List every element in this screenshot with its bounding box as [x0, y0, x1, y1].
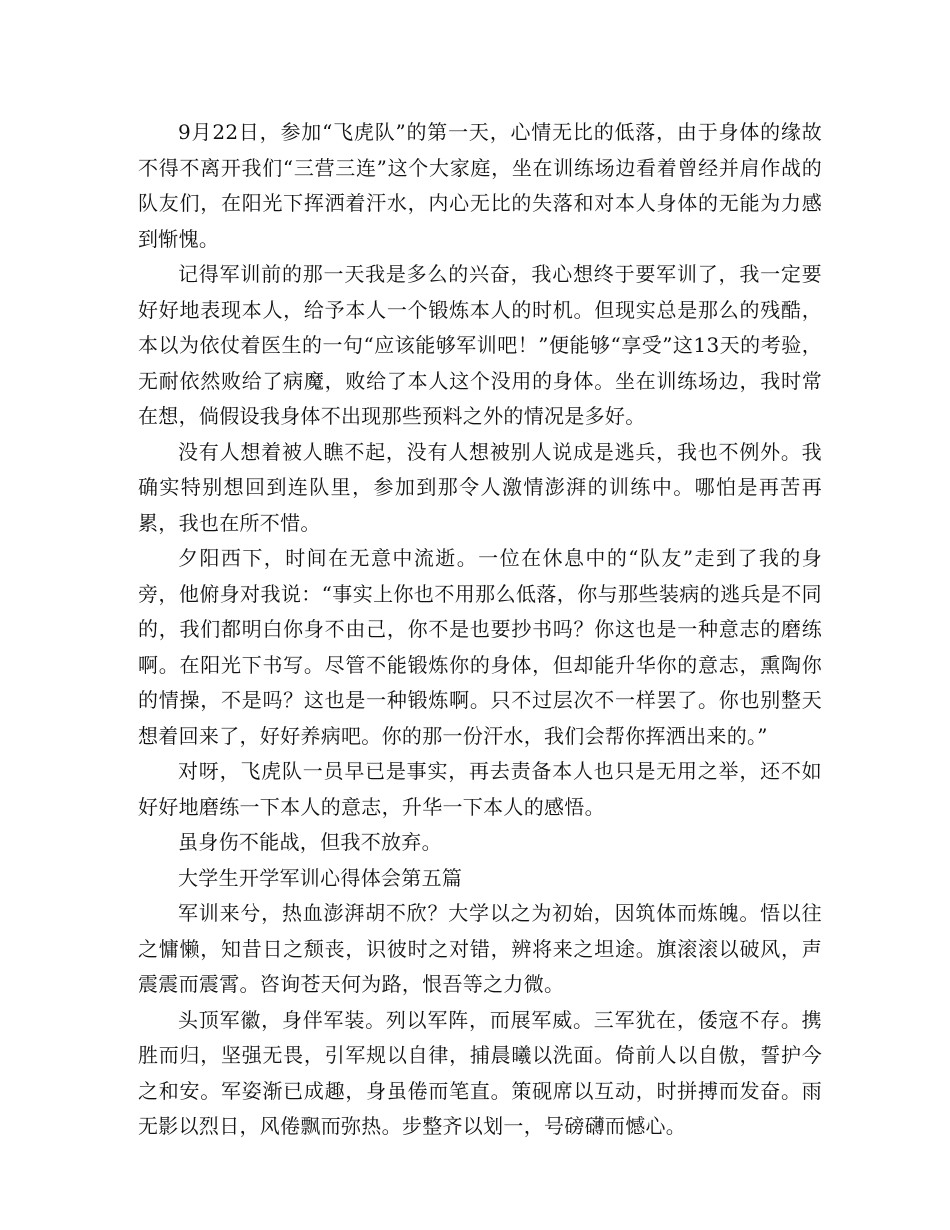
paragraph: 记得军训前的那一天我是多么的兴奋，我心想终于要军训了，我一定要好好地表现本人，给予本人一个锻炼本人的时机。但现实总是那么的残酷，本以为依仗着医生的一句“应该能够军训吧！”便能够“享受”这13天的考验，无耐依然败给了病魔，败给了本人这个没用的身体。坐在训练场边，我时常在想，倘假设我身体不出现那些预料之外的情况是多好。 — [138, 262, 822, 428]
section-heading: 大学生开学军训心得体会第五篇 — [178, 865, 463, 890]
paragraph: 头顶军徽，身伴军装。列以军阵，而展军威。三军犹在，倭寇不存。携胜而归，坚强无畏，引军规以自律，捕晨曦以洗面。倚前人以自傲，誓护今之和安。军姿渐已成趣，身虽倦而笔直。策砚席以互动，时拼搏而发奋。雨无影以烈日，风倦飘而弥热。步整齐以划一，号磅礴而憾心。 — [138, 1007, 822, 1138]
paragraph: 虽身伤不能战，但我不放弃。 — [178, 830, 442, 854]
paragraph: 9月22日，参加“飞虎队”的第一天，心情无比的低落，由于身体的缘故不得不离开我们“三营三连”这个大家庭，坐在训练场边看着曾经并肩作战的队友们，在阳光下挥洒着汗水，内心无比的失落和对本人身体的无能为力感到惭愧。 — [138, 120, 822, 251]
paragraph: 军训来兮，热血澎湃胡不欣？大学以之为初始，因筑体而炼魄。悟以往之慵懒，知昔日之颓丧，识彼时之对错，辨将来之坦途。旗滚滚以破风，声震震而震霄。咨询苍天何为路，恨吾等之力微。 — [138, 901, 822, 996]
paragraph: 夕阳西下，时间在无意中流逝。一位在休息中的“队友”走到了我的身旁，他俯身对我说：“事实上你也不用那么低落，你与那些装病的逃兵是不同的，我们都明白你身不由己，你不是也要抄书吗？你这也是一种意志的磨练啊。在阳光下书写。尽管不能锻炼你的身体，但却能升华你的意志，熏陶你的情操，不是吗？这也是一种锻炼啊。只不过层次不一样罢了。你也别整天想着回来了，好好养病吧。你的那一份汗水，我们会帮你挥洒出来的。” — [138, 546, 822, 748]
paragraph: 对呀，飞虎队一员早已是事实，再去责备本人也只是无用之举，还不如好好地磨练一下本人的意志，升华一下本人的感悟。 — [138, 759, 822, 819]
document-page — [138, 115, 822, 1145]
paragraph: 没有人想着被人瞧不起，没有人想被别人说成是逃兵，我也不例外。我确实特别想回到连队里，参加到那令人激情澎湃的训练中。哪怕是再苦再累，我也在所不惜。 — [138, 439, 822, 535]
